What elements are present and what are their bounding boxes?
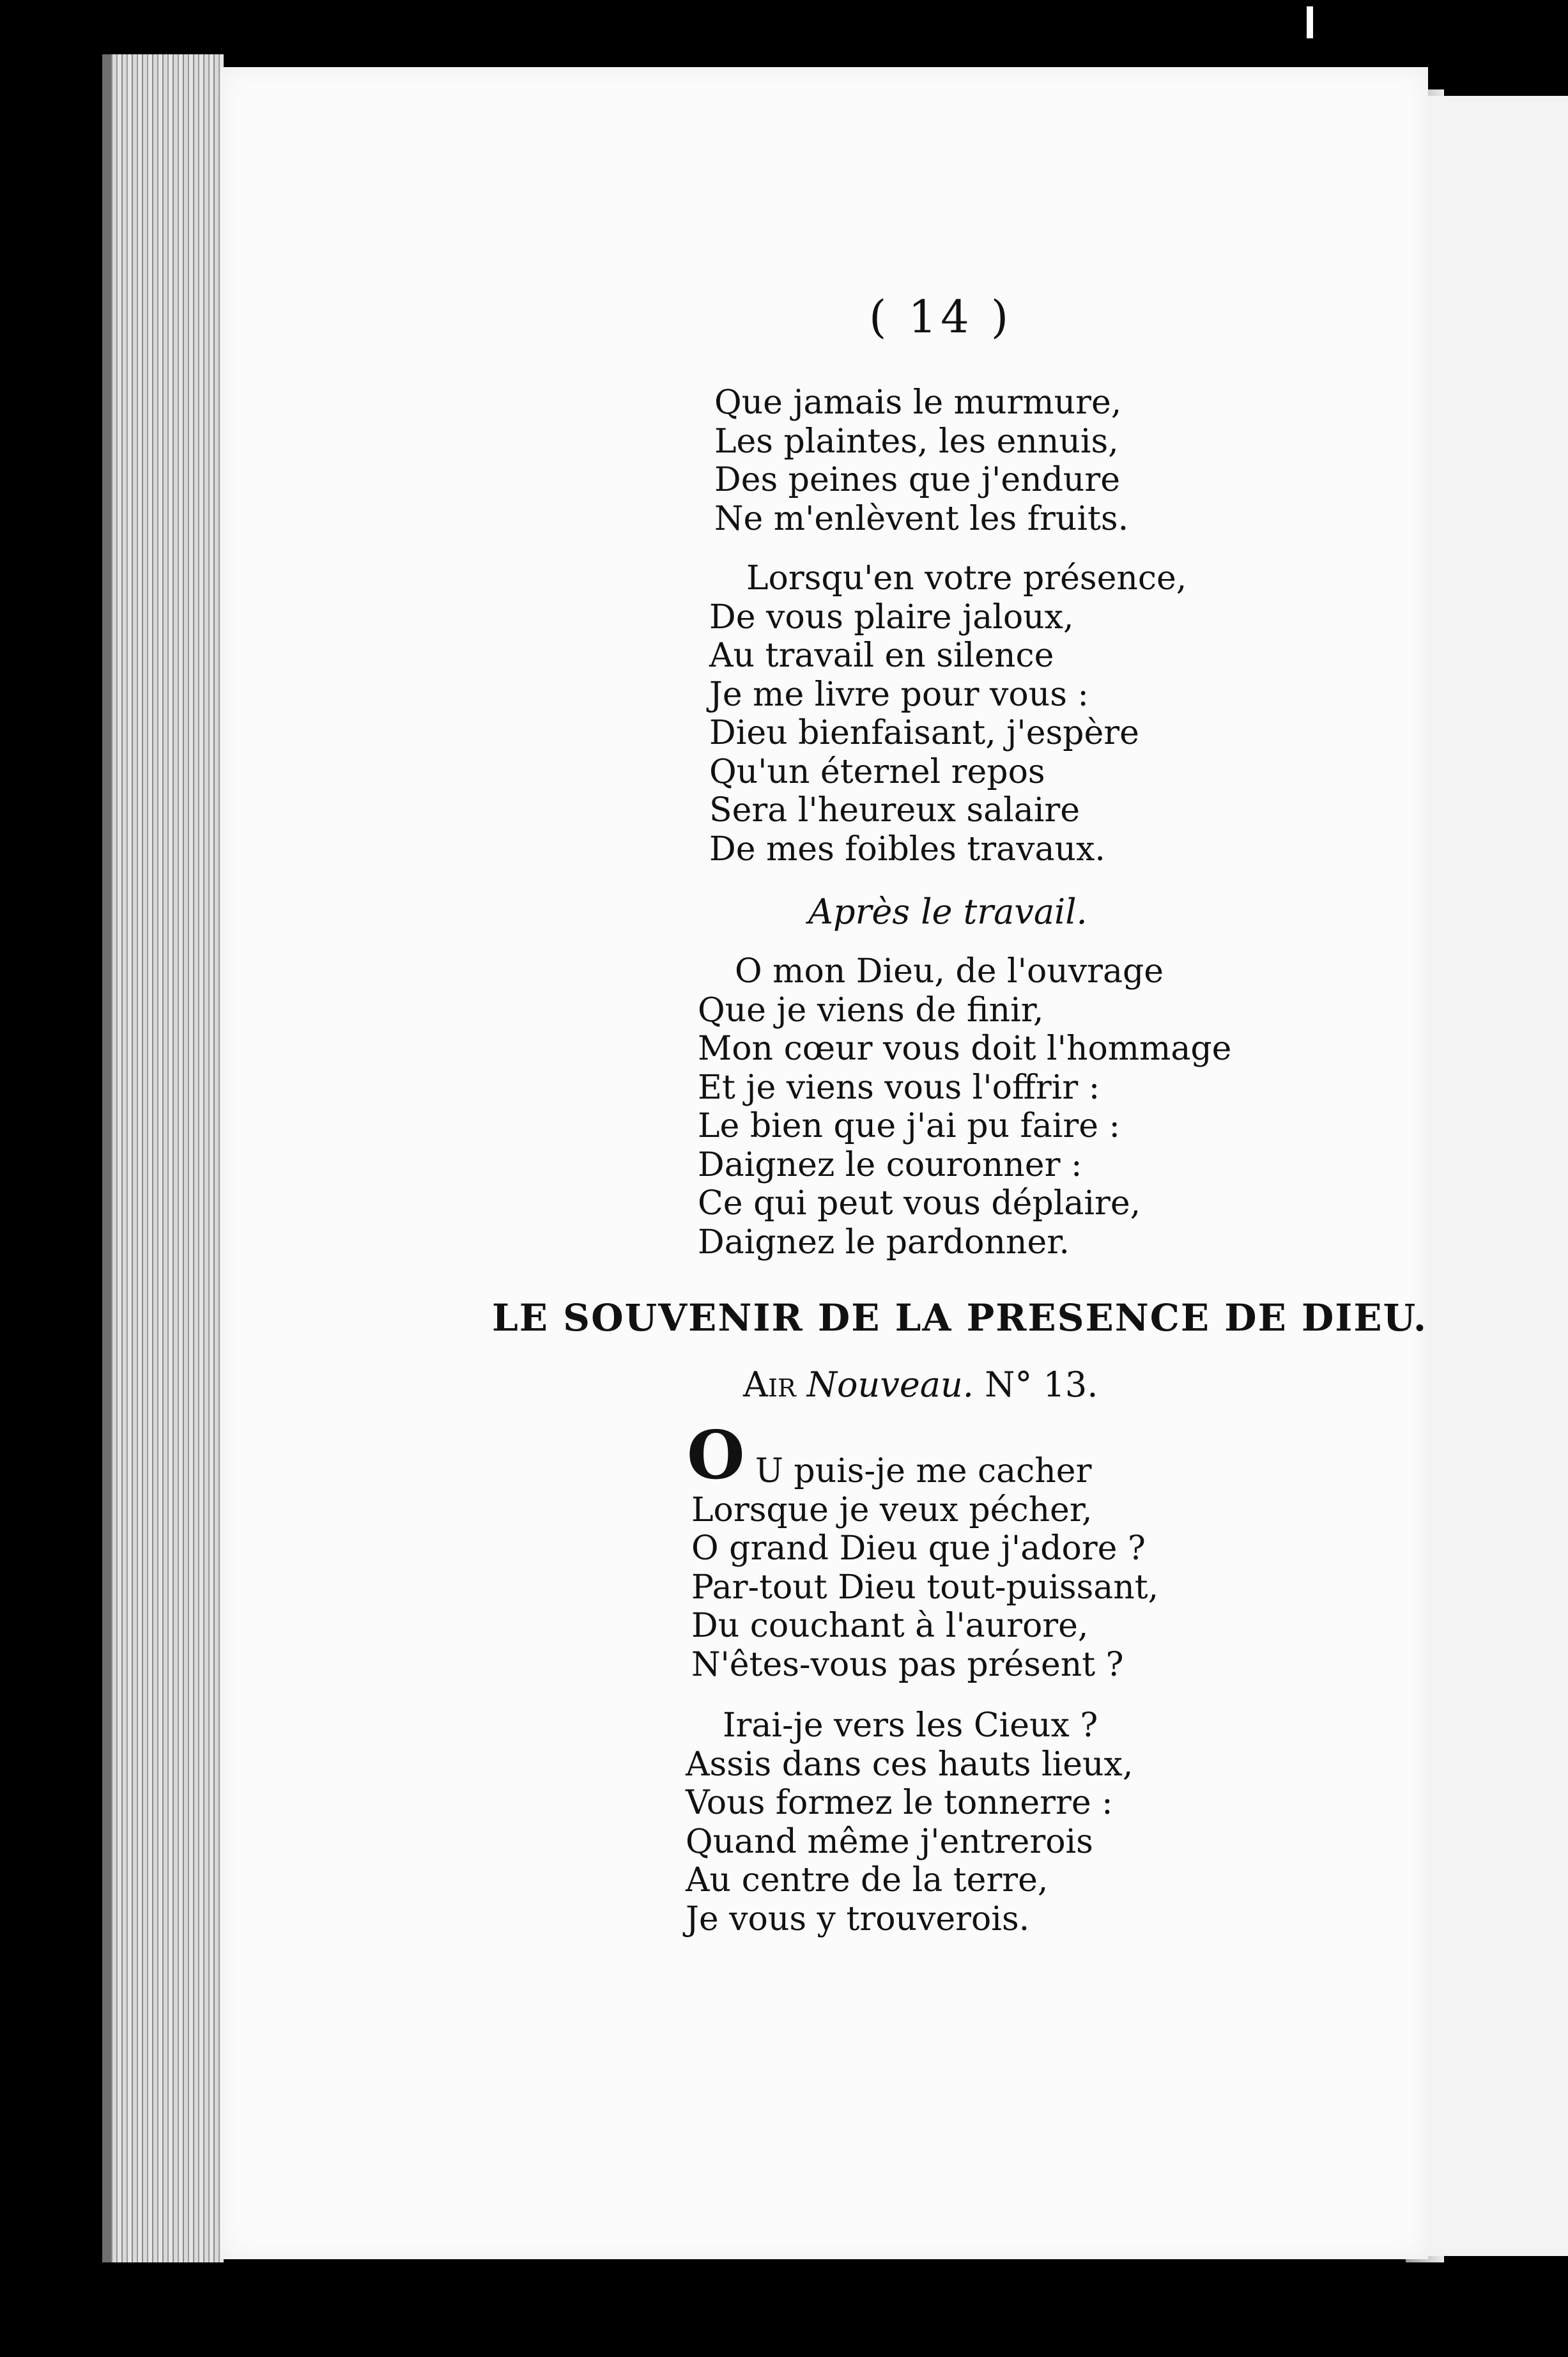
verse-line: Irai-je vers les Cieux ? bbox=[723, 1706, 1098, 1745]
verse-line: Lorsque je veux pécher, bbox=[691, 1490, 1093, 1529]
verse-line: Au travail en silence bbox=[709, 637, 1054, 675]
verse-line: U puis-je me cacher bbox=[755, 1452, 1092, 1490]
verse-line: Et je viens vous l'offrir : bbox=[698, 1068, 1100, 1107]
verse-line: Daignez le pardonner. bbox=[698, 1223, 1070, 1262]
verse-line: Ne m'enlèvent les fruits. bbox=[714, 499, 1129, 538]
air-line bbox=[743, 1364, 1098, 1405]
air-number: N° 13. bbox=[985, 1364, 1098, 1405]
verse-line: Sera l'heureux salaire bbox=[709, 791, 1080, 830]
verse-line: Quand même j'entrerois bbox=[686, 1822, 1093, 1861]
verse-line: Lorsqu'en votre présence, bbox=[746, 559, 1187, 598]
verse-line: Qu'un éternel repos bbox=[709, 752, 1045, 791]
verse-line: Je vous y trouverois. bbox=[686, 1899, 1030, 1938]
stanza-2 bbox=[709, 559, 1187, 869]
verse-line: Que jamais le murmure, bbox=[714, 383, 1122, 422]
stanza-4 bbox=[691, 1452, 1158, 1684]
verse-line: Au centre de la terre, bbox=[686, 1861, 1049, 1899]
scan-mark bbox=[1307, 6, 1313, 38]
verse-line: Je me livre pour vous : bbox=[709, 675, 1089, 714]
page-number: ( 14 ) bbox=[869, 291, 1013, 343]
verse-line: O mon Dieu, de l'ouvrage bbox=[735, 952, 1164, 991]
verse-line: Les plaintes, les ennuis, bbox=[714, 422, 1119, 461]
page-edges bbox=[102, 54, 224, 2262]
subheading-apres-le-travail: Après le travail. bbox=[808, 892, 1088, 932]
verse-line: N'êtes-vous pas présent ? bbox=[691, 1645, 1124, 1684]
verse-line: O grand Dieu que j'adore ? bbox=[691, 1529, 1146, 1568]
verse-line: Du couchant à l'aurore, bbox=[691, 1607, 1089, 1645]
verse-line: Ce qui peut vous déplaire, bbox=[698, 1184, 1141, 1223]
verse-line: Des peines que j'endure bbox=[714, 461, 1121, 499]
verse-line: Vous formez le tonnerre : bbox=[686, 1784, 1113, 1822]
verse-line: Que je viens de finir, bbox=[698, 991, 1044, 1030]
section-title: LE SOUVENIR DE LA PRESENCE DE DIEU. bbox=[492, 1296, 1428, 1340]
page-edges-shadow bbox=[102, 54, 111, 2262]
verse-line: Daignez le couronner : bbox=[698, 1145, 1082, 1184]
air-prefix: Air bbox=[743, 1364, 796, 1405]
stanza-5 bbox=[686, 1706, 1133, 1938]
drop-cap: O bbox=[687, 1416, 745, 1494]
air-name: Nouveau. bbox=[806, 1364, 974, 1405]
verse-line: Par-tout Dieu tout-puissant, bbox=[691, 1568, 1159, 1607]
verse-line: Mon cœur vous doit l'hommage bbox=[698, 1030, 1232, 1068]
stanza-1 bbox=[714, 383, 1128, 538]
verse-line: Assis dans ces hauts lieux, bbox=[686, 1745, 1134, 1784]
facing-page bbox=[1425, 96, 1568, 2256]
verse-line: De vous plaire jaloux, bbox=[709, 598, 1074, 637]
verse-line: De mes foibles travaux. bbox=[709, 830, 1105, 869]
verse-line: Dieu bienfaisant, j'espère bbox=[709, 714, 1139, 752]
stanza-3 bbox=[698, 952, 1231, 1262]
verse-line: Le bien que j'ai pu faire : bbox=[698, 1107, 1121, 1145]
